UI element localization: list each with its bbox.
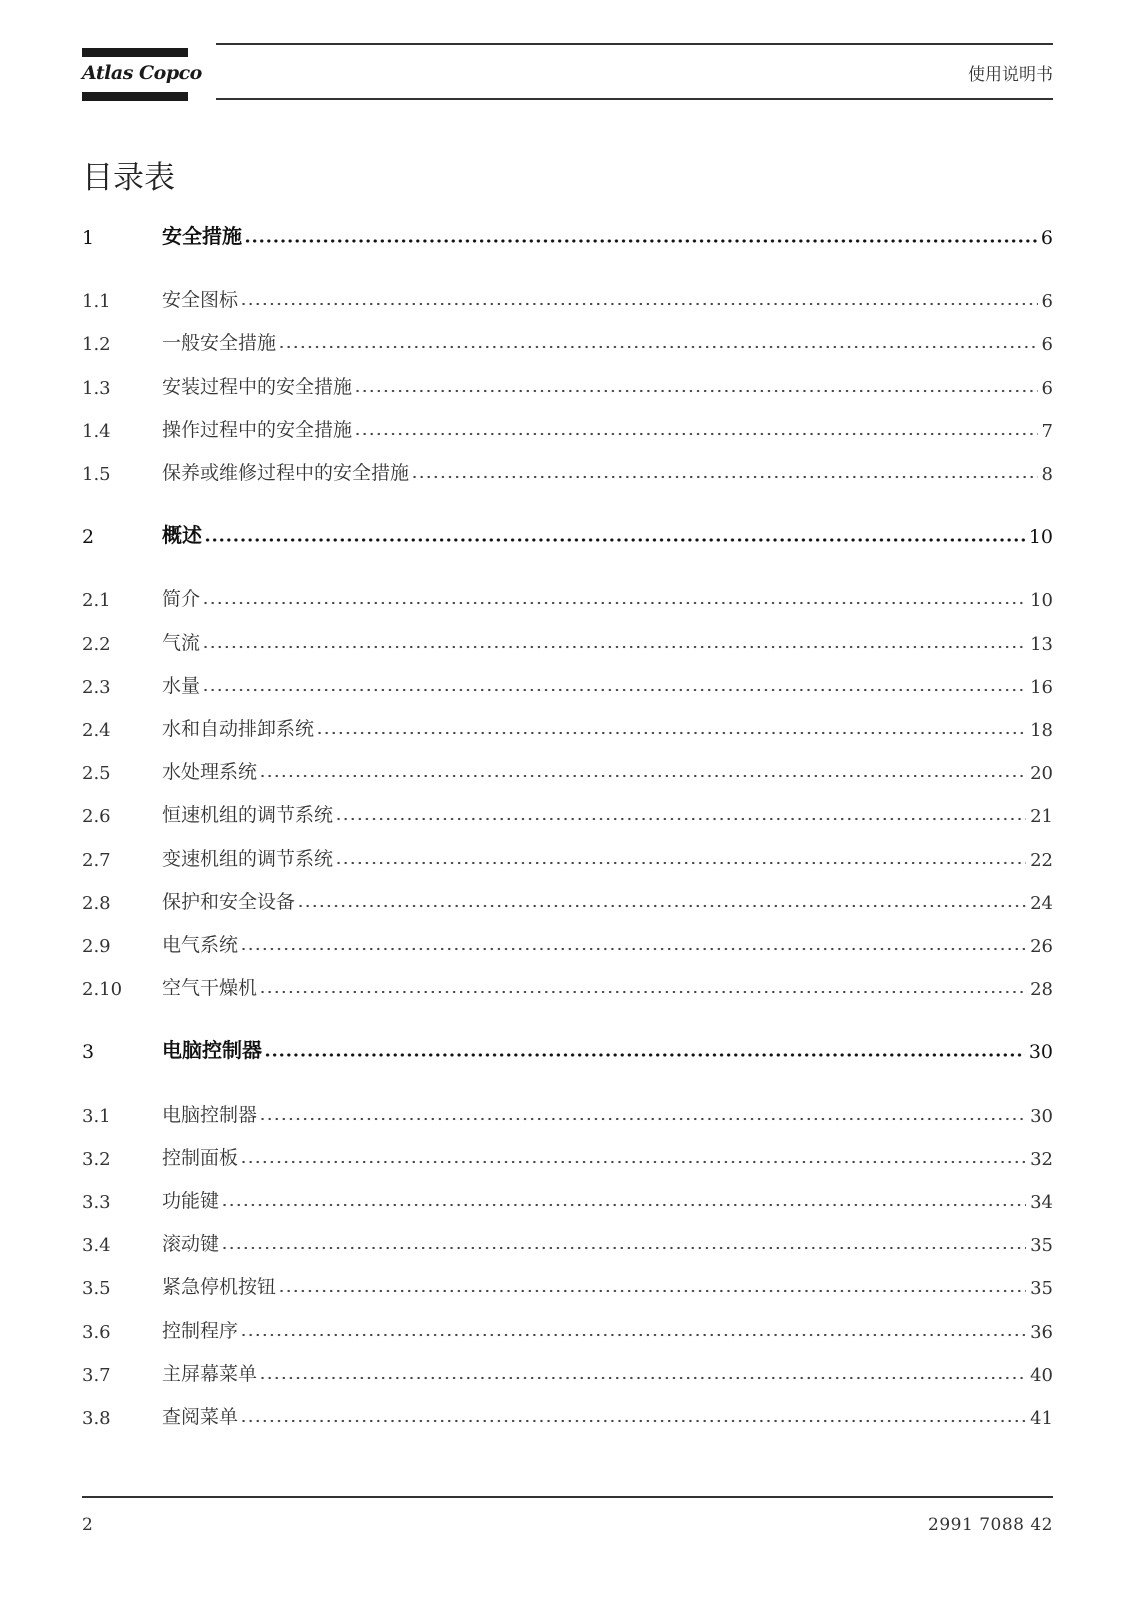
toc-label: 电脑控制器	[162, 1104, 258, 1126]
toc-dot-leader	[335, 860, 1026, 866]
toc-page-number: 6	[1041, 378, 1053, 399]
toc-label: 查阅菜单	[162, 1406, 239, 1428]
toc-page-number: 30	[1030, 1106, 1053, 1127]
toc-label: 水量	[162, 675, 201, 697]
toc-section-row[interactable]	[82, 627, 1053, 655]
toc-dot-leader	[354, 388, 1038, 394]
toc-number: 2.5	[82, 763, 111, 784]
toc-dot-leader	[221, 1245, 1026, 1251]
toc-section-row[interactable]	[82, 1358, 1053, 1386]
toc-dot-leader	[278, 344, 1038, 350]
toc-page-number: 21	[1030, 806, 1053, 827]
toc-label: 保护和安全设备	[162, 891, 296, 913]
toc-label: 电脑控制器	[162, 1038, 262, 1062]
toc-number: 2.10	[82, 979, 123, 1000]
toc-page-number: 13	[1030, 634, 1053, 655]
toc-page-number: 22	[1030, 850, 1053, 871]
toc-page-number: 40	[1030, 1365, 1053, 1386]
toc-page-number: 10	[1028, 526, 1053, 548]
toc-label: 简介	[162, 588, 201, 610]
logo-wordmark: Atlas Copco	[82, 62, 202, 84]
toc-section-row[interactable]	[82, 1185, 1053, 1213]
toc-section-row[interactable]	[82, 457, 1053, 485]
toc-label: 气流	[162, 632, 201, 654]
toc-label: 紧急停机按钮	[162, 1276, 277, 1298]
toc-dot-leader	[240, 1332, 1026, 1338]
toc-page-number: 28	[1030, 979, 1053, 1000]
toc-number: 3.6	[82, 1322, 111, 1343]
toc-dot-leader	[278, 1288, 1026, 1294]
toc-page-number: 32	[1030, 1149, 1053, 1170]
toc-number: 1.3	[82, 378, 111, 399]
toc-section-row[interactable]	[82, 1099, 1053, 1127]
toc-number: 1.2	[82, 334, 111, 355]
toc-page-number: 24	[1030, 893, 1053, 914]
toc-section-row[interactable]	[82, 756, 1053, 784]
toc-section-row[interactable]	[82, 1271, 1053, 1299]
toc-label: 概述	[162, 523, 202, 547]
toc-dot-leader	[316, 730, 1026, 736]
toc-section-row[interactable]	[82, 371, 1053, 399]
toc-number: 2	[82, 526, 95, 548]
toc-number: 2.8	[82, 893, 111, 914]
toc-section-row[interactable]	[82, 972, 1053, 1000]
toc-section-row[interactable]	[82, 713, 1053, 741]
toc-label: 滚动键	[162, 1233, 220, 1255]
toc-number: 3.2	[82, 1149, 111, 1170]
toc-number: 2.1	[82, 590, 111, 611]
toc-number: 3.7	[82, 1365, 111, 1386]
toc-dot-leader	[411, 474, 1038, 480]
toc-label: 操作过程中的安全措施	[162, 419, 353, 441]
toc-page-number: 30	[1028, 1041, 1053, 1063]
toc-page-number: 18	[1030, 720, 1053, 741]
toc-title: 目录表	[82, 160, 175, 196]
toc-section-row[interactable]	[82, 1401, 1053, 1429]
toc-number: 2.2	[82, 634, 111, 655]
toc-label: 水和自动排卸系统	[162, 718, 315, 740]
toc-page-number: 6	[1041, 291, 1053, 312]
toc-page-number: 35	[1030, 1278, 1053, 1299]
toc-label: 功能键	[162, 1190, 220, 1212]
toc-number: 3.5	[82, 1278, 111, 1299]
toc-section-row[interactable]	[82, 799, 1053, 827]
toc-chapter-row[interactable]	[82, 1035, 1053, 1063]
toc-label: 安全图标	[162, 289, 239, 311]
footer-doc-number: 2991 7088 42	[928, 1515, 1053, 1535]
toc-dot-leader	[259, 1116, 1026, 1122]
toc-dot-leader	[204, 537, 1025, 543]
toc-label: 恒速机组的调节系统	[162, 804, 334, 826]
toc-number: 2.7	[82, 850, 111, 871]
toc-page-number: 20	[1030, 763, 1053, 784]
toc-chapter-row[interactable]	[82, 221, 1053, 249]
toc-dot-leader	[354, 431, 1038, 437]
toc-page-number: 6	[1041, 334, 1053, 355]
toc-dot-leader	[221, 1202, 1026, 1208]
toc-label: 保养或维修过程中的安全措施	[162, 462, 410, 484]
toc-number: 1.4	[82, 421, 111, 442]
toc-page-number: 8	[1041, 464, 1053, 485]
toc-number: 2.6	[82, 806, 111, 827]
footer-page-number: 2	[82, 1515, 93, 1535]
toc-number: 3.1	[82, 1106, 111, 1127]
toc-section-row[interactable]	[82, 327, 1053, 355]
toc-label: 安全措施	[162, 224, 242, 248]
toc-dot-leader	[259, 989, 1026, 995]
toc-dot-leader	[297, 903, 1026, 909]
toc-dot-leader	[259, 773, 1026, 779]
toc-number: 3	[82, 1041, 95, 1063]
toc-page-number: 10	[1030, 590, 1053, 611]
toc-label: 电气系统	[162, 934, 239, 956]
toc-number: 3.8	[82, 1408, 111, 1429]
toc-section-row[interactable]	[82, 929, 1053, 957]
toc-dot-leader	[259, 1375, 1026, 1381]
footer-rule	[82, 1496, 1053, 1498]
toc-dot-leader	[244, 238, 1037, 244]
toc-number: 2.9	[82, 936, 111, 957]
toc-label: 水处理系统	[162, 761, 258, 783]
toc-dot-leader	[335, 816, 1026, 822]
toc-label: 控制程序	[162, 1320, 239, 1342]
toc-page-number: 7	[1041, 421, 1053, 442]
toc-chapter-row[interactable]	[82, 520, 1053, 548]
toc-label: 空气干燥机	[162, 977, 258, 999]
toc-dot-leader	[240, 1418, 1026, 1424]
toc-section-row[interactable]	[82, 1142, 1053, 1170]
toc-section-row[interactable]	[82, 583, 1053, 611]
toc-number: 1.1	[82, 291, 111, 312]
toc-page-number: 41	[1030, 1408, 1053, 1429]
toc-section-row[interactable]	[82, 284, 1053, 312]
toc-page-number: 35	[1030, 1235, 1053, 1256]
toc-dot-leader	[202, 600, 1026, 606]
toc-label: 变速机组的调节系统	[162, 848, 334, 870]
toc-section-row[interactable]	[82, 843, 1053, 871]
toc-dot-leader	[202, 644, 1026, 650]
header-title: 使用说明书	[968, 65, 1053, 85]
toc-page-number: 6	[1040, 227, 1053, 249]
toc-page-number: 36	[1030, 1322, 1053, 1343]
toc-label: 主屏幕菜单	[162, 1363, 258, 1385]
toc-dot-leader	[240, 301, 1038, 307]
toc-section-row[interactable]	[82, 414, 1053, 442]
toc-number: 2.4	[82, 720, 111, 741]
toc-number: 3.3	[82, 1192, 111, 1213]
toc-section-row[interactable]	[82, 670, 1053, 698]
toc-number: 1	[82, 227, 95, 249]
toc-section-row[interactable]	[82, 1315, 1053, 1343]
toc-label: 安装过程中的安全措施	[162, 376, 353, 398]
toc-section-row[interactable]	[82, 1228, 1053, 1256]
toc-label: 一般安全措施	[162, 332, 277, 354]
toc-page-number: 34	[1030, 1192, 1053, 1213]
toc-dot-leader	[264, 1052, 1025, 1058]
toc-number: 3.4	[82, 1235, 111, 1256]
toc-page-number: 26	[1030, 936, 1053, 957]
toc-dot-leader	[240, 1159, 1026, 1165]
toc-page-number: 16	[1030, 677, 1053, 698]
toc-section-row[interactable]	[82, 886, 1053, 914]
toc-number: 1.5	[82, 464, 111, 485]
toc-dot-leader	[202, 687, 1026, 693]
toc-dot-leader	[240, 946, 1026, 952]
toc-list	[82, 0, 1053, 1600]
toc-number: 2.3	[82, 677, 111, 698]
toc-label: 控制面板	[162, 1147, 239, 1169]
